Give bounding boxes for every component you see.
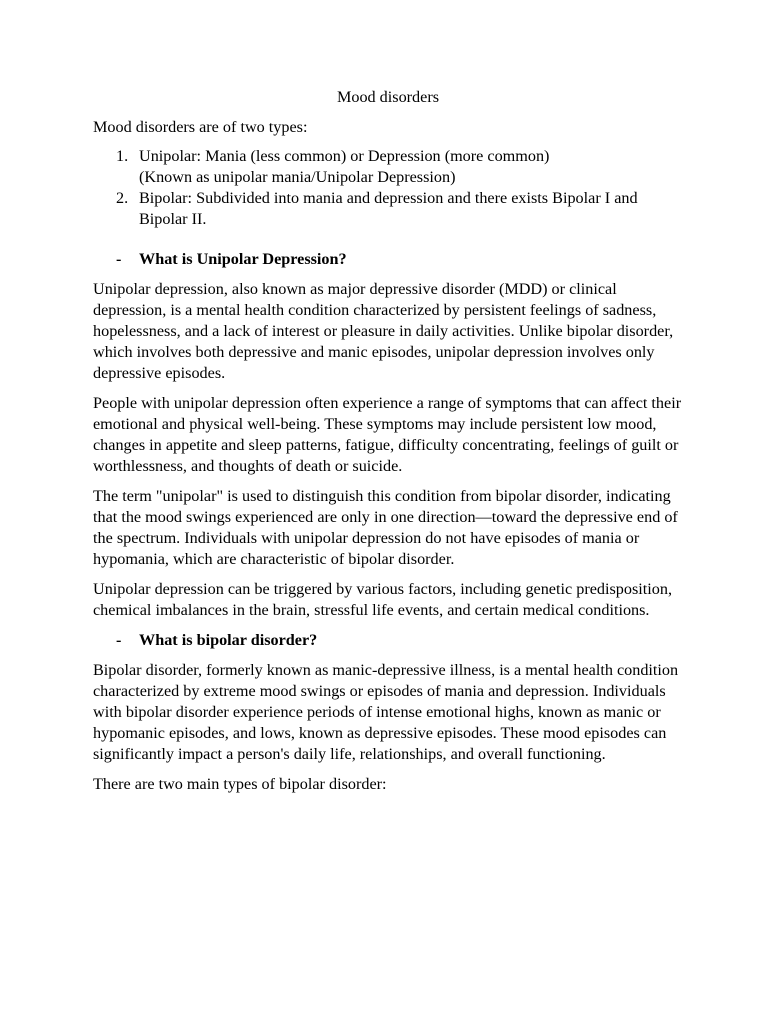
document-page: [93, 87, 683, 804]
list-item-text: Bipolar: Subdivided into mania and depression and there exists Bipolar I and Bipolar II.: [139, 189, 638, 228]
paragraph: People with unipolar depression often experience a range of symptoms that can affect their emotional and physical well-being. These symptoms may include persistent low mood, changes in appetite and sleep patterns, fatigue, difficulty concentrating, feelings of guilt or worthlessness, and thoughts of death or suicide.: [93, 394, 682, 475]
paragraph: Unipolar depression can be triggered by various factors, including genetic predisposition, chemical imbalances in the brain, stressful life events, and certain medical conditions.: [93, 580, 672, 619]
list-item-text: Unipolar: Mania (less common) or Depression (more common): [139, 147, 550, 165]
heading-bullet: -: [116, 631, 122, 649]
paragraph: Bipolar disorder, formerly known as manic-depressive illness, is a mental health condition characterized by extreme mood swings or episodes of mania and depression. Individuals with bipolar disorder experience periods of intense emotional highs, known as manic or hypomanic episodes, and lows, known as depressive episodes. These mood episodes can significantly impact a person's daily life, relationships, and overall functioning.: [93, 661, 679, 763]
list-item: [93, 146, 683, 188]
heading-text: What is Unipolar Depression?: [139, 250, 347, 268]
heading-bullet: -: [116, 250, 122, 268]
list-item-number: 2.: [116, 189, 129, 207]
list-item-subtext: (Known as unipolar mania/Unipolar Depression): [139, 168, 456, 186]
section-heading-unipolar: [93, 249, 683, 270]
paragraph: There are two main types of bipolar disorder:: [93, 775, 387, 793]
paragraph: The term "unipolar" is used to distinguish this condition from bipolar disorder, indicating that the mood swings experienced are only in one direction—toward the depressive end of the spectrum. Individuals with unipolar depression do not have episodes of mania or hypomania, which are characteristic of bipolar disorder.: [93, 487, 678, 568]
section-heading-bipolar: [93, 630, 683, 651]
mood-disorder-types-list: [93, 146, 683, 230]
list-item-number: 1.: [116, 147, 129, 165]
paragraph: Unipolar depression, also known as major depressive disorder (MDD) or clinical depression, is a mental health condition characterized by persistent feelings of sadness, hopelessness, and a lack of interest or pleasure in daily activities. Unlike bipolar disorder, which involves both depressive and manic episodes, unipolar depression involves only depressive episodes.: [93, 280, 674, 382]
intro-paragraph: Mood disorders are of two types:: [93, 118, 308, 136]
document-title: Mood disorders: [336, 88, 440, 106]
list-item: [93, 188, 683, 230]
heading-text: What is bipolar disorder?: [139, 631, 318, 649]
